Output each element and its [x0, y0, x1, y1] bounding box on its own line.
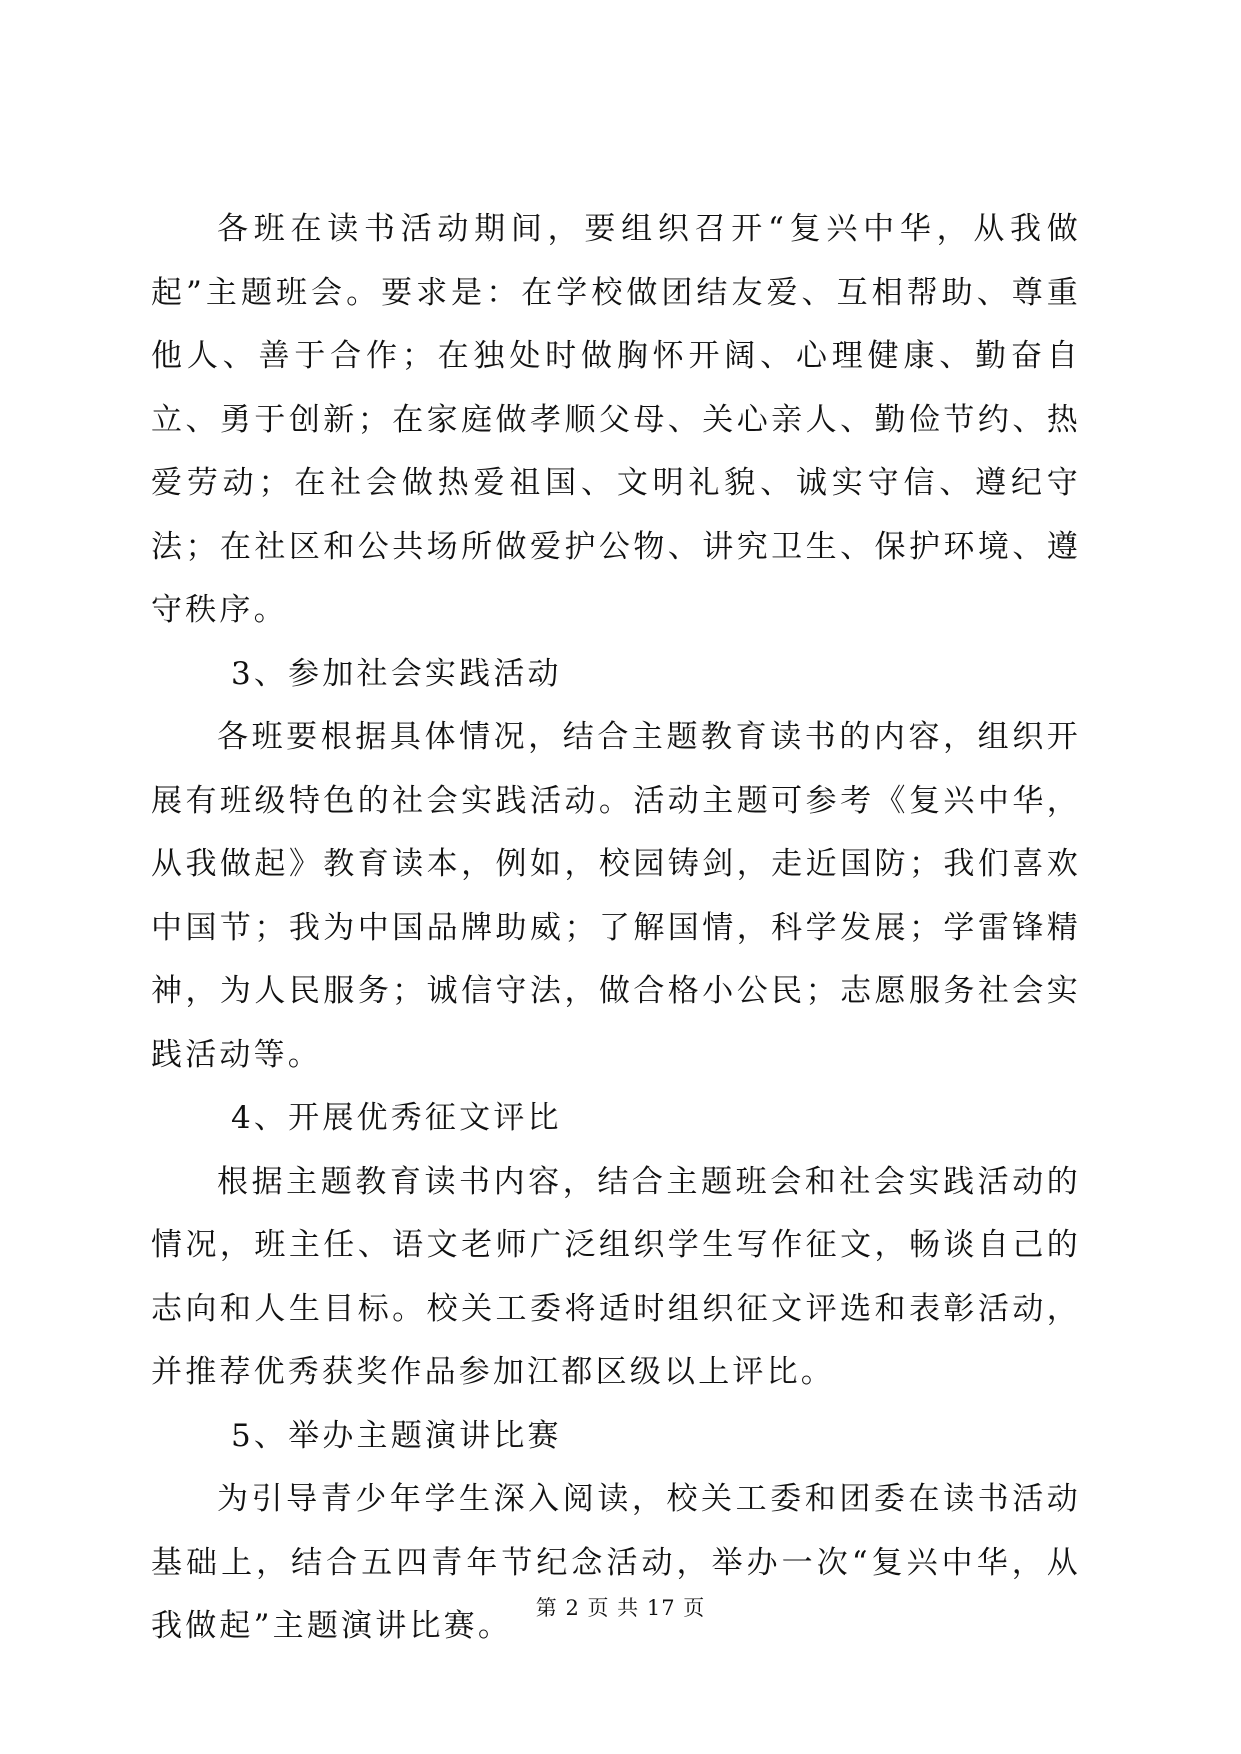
paragraph-speech-contest: 为引导青少年学生深入阅读，校关工委和团委在读书活动基础上，结合五四青年节纪念活动，举办一次“复兴中华，从我做起”主题演讲比赛。: [151, 1481, 1081, 1644]
section-heading-4: 4、开展优秀征文评比: [231, 1100, 562, 1136]
paragraph-essay-contest: 根据主题教育读书内容，结合主题班会和社会实践活动的情况，班主任、语文老师广泛组织学生写作征文，畅谈自己的志向和人生目标。校关工委将适时组织征文评选和表彰活动，并推荐优秀获奖作品参加江都区级以上评比。: [151, 1163, 1081, 1390]
page-footer: 第 2 页 共 17 页: [535, 1596, 706, 1620]
section-heading-5: 5、举办主题演讲比赛: [231, 1417, 562, 1454]
document-body: [151, 198, 1081, 1659]
paragraph-class-meeting: 各班在读书活动期间，要组织召开“复兴中华，从我做起”主题班会。要求是：在学校做团结友爱、互相帮助、尊重他人、善于合作；在独处时做胸怀开阔、心理健康、勤奋自立、勇于创新；在家庭做孝顺父母、关心亲人、勤俭节约、热爱劳动；在社会做热爱祖国、文明礼貌、诚实守信、遵纪守法；在社区和公共场所做爱护公物、讲究卫生、保护环境、遵守秩序。: [151, 211, 1081, 628]
paragraph-social-practice: 各班要根据具体情况，结合主题教育读书的内容，组织开展有班级特色的社会实践活动。活动主题可参考《复兴中华，从我做起》教育读本，例如，校园铸剑，走近国防；我们喜欢中国节；我为中国品牌助威；了解国情，科学发展；学雷锋精神，为人民服务；诚信守法，做合格小公民；志愿服务社会实践活动等。: [151, 719, 1081, 1073]
section-heading-3: 3、参加社会实践活动: [231, 655, 562, 692]
